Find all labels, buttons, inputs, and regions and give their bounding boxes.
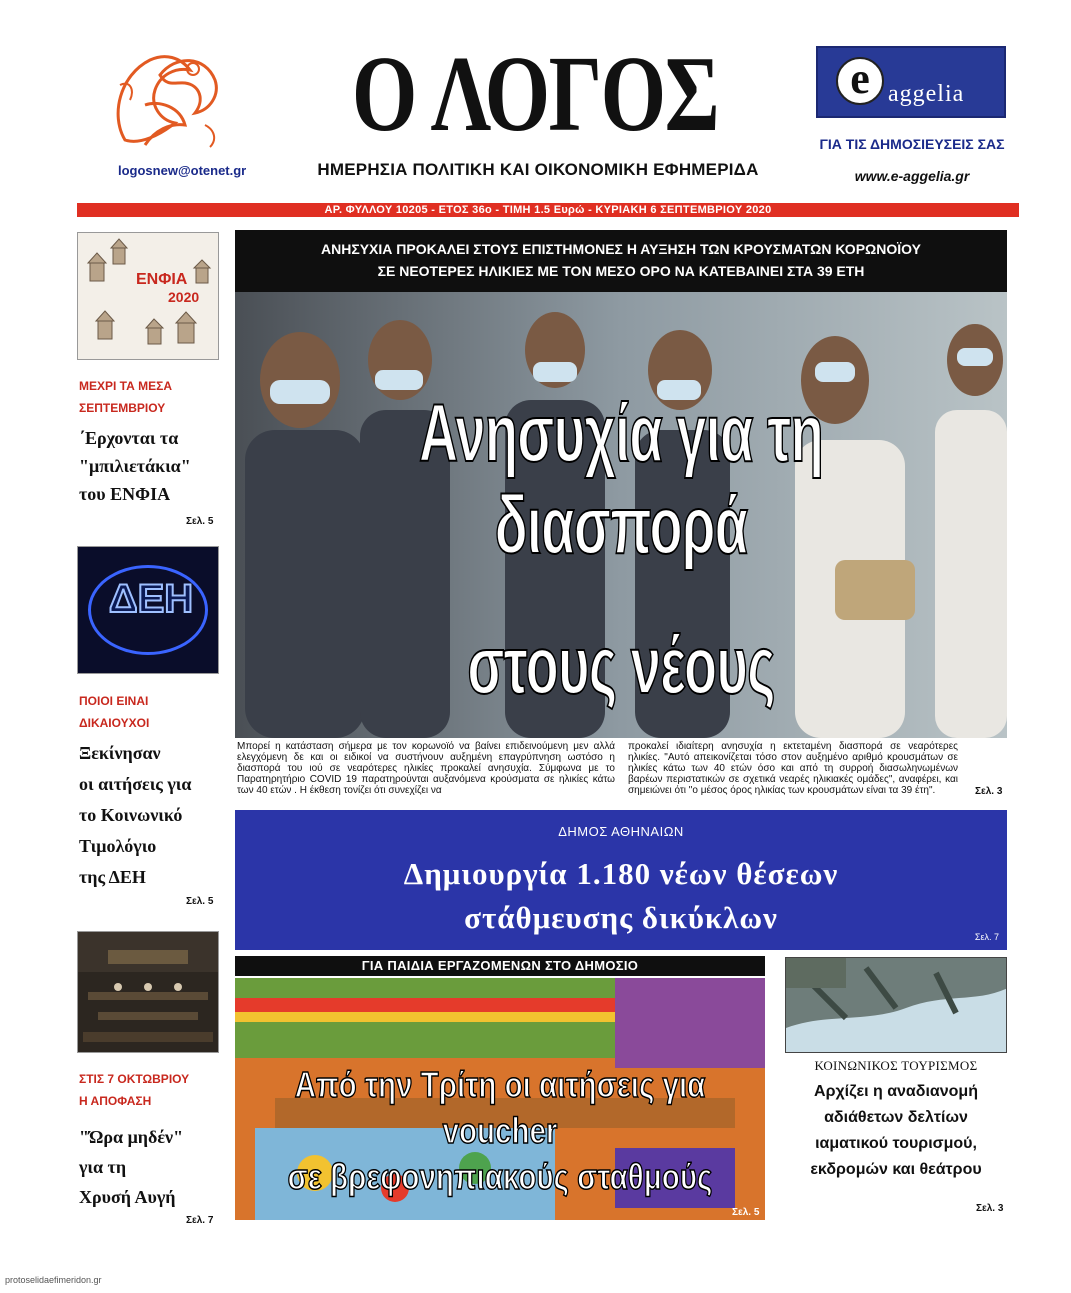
dei-image-label: ΔΕΗ (108, 577, 194, 621)
lead-story-banner (235, 230, 1007, 292)
e-aggelia-ad[interactable] (816, 46, 1006, 118)
e-aggelia-brand: aggelia (888, 81, 965, 107)
headline-line: Ξεκίνησαν (79, 743, 161, 763)
headline-line: ιαματικού τουρισμού, (815, 1135, 977, 1152)
headline-line: Αρχίζει η αναδιανομή (814, 1083, 978, 1100)
kicker-line: ΠΟΙΟΙ ΕΙΝΑΙ (79, 694, 149, 708)
courtroom-illustration (78, 932, 219, 1053)
headline-line: Δημιουργία 1.180 νέων θέσεων (403, 856, 839, 891)
page-ref: Σελ. 5 (732, 1207, 760, 1218)
page-ref: Σελ. 5 (186, 896, 214, 907)
headline-line: οι αιτήσεις για (79, 774, 192, 794)
headline-line: "μπιλιετάκια" (79, 456, 191, 476)
lead-story-body-left: Μπορεί η κατάσταση σήμερα με τον κορωνοϊό να βαίνει επιδεινούμενη μεν αλλά ελεγχόμενη δε και οι ειδικοί να συστήνουν αυξημένη επαγρύπνηση ωστόσο η διασπορά του ιού σε νεαρότερες ηλικίες προκαλεί ανησυχία. Σύμφωνα με το Παρατηρητήριο COVID 19 παρατηρούνται αυξανόμενα κρούσματα σε ηλικίες κάτω των 40 ετών . Η έκθεση τονίζει ότι συνεχίζει να (237, 741, 615, 796)
tourism-headline[interactable] (785, 1079, 1007, 1183)
headline-line: στάθμευσης δικύκλων (464, 900, 778, 935)
headline-line: ΄Ερχονται τα (79, 428, 179, 448)
kicker-line: ΣΕΠΤΕΜΒΡΙΟΥ (79, 401, 166, 415)
e-aggelia-logo-letter: e (836, 57, 884, 105)
source-watermark: protoselidaefimeridon.gr (5, 1275, 102, 1285)
story-kicker (79, 1068, 189, 1112)
headline-line: Από την Τρίτη οι αιτήσεις για voucher (294, 1064, 706, 1151)
banner-line: ΑΝΗΣΥΧΙΑ ΠΡΟΚΑΛΕΙ ΣΤΟΥΣ ΕΠΙΣΤΗΜΟΝΕΣ Η ΑΥΞΗΣΗ ΤΩΝ ΚΡΟΥΣΜΑΤΩΝ ΚΟΡΩΝΟΪΟΥ (320, 241, 921, 257)
page-ref: Σελ. 5 (186, 516, 214, 527)
dei-logo-image[interactable] (77, 546, 219, 674)
lead-story-headline[interactable] (366, 388, 876, 712)
enfia-houses-image[interactable] (77, 232, 219, 360)
ad-url[interactable]: www.e-aggelia.gr (854, 168, 970, 184)
story-headline-dei[interactable] (79, 738, 219, 893)
enfia-image-year: 2020 (168, 289, 200, 305)
contact-email[interactable]: logosnew@otenet.gr (118, 163, 247, 178)
lead-story-body-right: προκαλεί ιδιαίτερη ανησυχία η εκτεταμένη διασπορά σε νεαρότερες ηλικίες. "Αυτό απεικονίζεται τόσο στον αυξημένο αριθμό κρουσμάτων σε ηλικίες κάτω των 40 ετών όσο και από τη συρροή διασωληνωμένων βαρέων περιστατικών σε σχετικά νεαρές ηλικιακές ομάδες", αναφέρει, και σημειώνει ότι "ο μέσος όρος ηλικίας των κρουσμάτων είναι τα 39 έτη". (628, 741, 958, 796)
spring-illustration (786, 958, 1007, 1053)
page-ref: Σελ. 3 (976, 1203, 1004, 1214)
headline-line: της ΔΕΗ (79, 867, 146, 887)
story-headline-enfia[interactable] (79, 424, 219, 508)
headline-line: του ΕΝΦΙΑ (79, 484, 171, 504)
story-kicker (79, 690, 149, 734)
headline-line: Ανησυχία για τη διασπορά (418, 388, 824, 571)
newspaper-subtitle: ΗΜΕΡΗΣΙΑ ΠΟΛΙΤΙΚΗ ΚΑΙ ΟΙΚΟΝΟΜΙΚΗ ΕΦΗΜΕΡΙΔΑ (317, 160, 759, 179)
athens-kicker: ΔΗΜΟΣ ΑΘΗΝΑΙΩΝ (558, 824, 684, 839)
enfia-image-label: ΕΝΦΙΑ (136, 271, 188, 288)
headline-line: Τιμολόγιο (79, 836, 157, 856)
headline-line: σε βρεφονηπιακούς σταθμούς (287, 1156, 713, 1197)
story-headline-golden-dawn[interactable] (79, 1122, 219, 1212)
voucher-banner: ΓΙΑ ΠΑΙΔΙΑ ΕΡΓΑΖΟΜΕΝΩΝ ΣΤΟ ΔΗΜΟΣΙΟ (235, 956, 765, 976)
headline-line: Χρυσή Αυγή (79, 1187, 176, 1207)
headline-line: εκδρομών και θεάτρου (810, 1161, 982, 1178)
newspaper-logo-art (105, 45, 230, 155)
headline-line: για τη (79, 1157, 127, 1177)
issue-info-bar: ΑΡ. ΦΥΛΛΟΥ 10205 - ΕΤΟΣ 36ο - ΤΙΜΗ 1.5 Ευρώ - ΚΥΡΙΑΚΗ 6 ΣΕΠΤΕΜΒΡΙΟΥ 2020 (77, 203, 1019, 217)
kicker-line: ΣΤΙΣ 7 ΟΚΤΩΒΡΙΟΥ (79, 1072, 190, 1086)
headline-line: το Κοινωνικό (79, 805, 183, 825)
athens-parking-story[interactable] (235, 810, 1007, 950)
page-ref: Σελ. 7 (974, 932, 999, 942)
athens-headline (235, 852, 1007, 940)
thermal-spring-image[interactable] (785, 957, 1007, 1053)
kicker-line: ΜΕΧΡΙ ΤΑ ΜΕΣΑ (79, 379, 172, 393)
courtroom-image[interactable] (77, 931, 219, 1053)
headline-line: αδιάθετων δελτίων (824, 1109, 968, 1126)
newspaper-title: Ο ΛΟΓΟΣ (351, 35, 719, 154)
banner-line: ΣΕ ΝΕΟΤΕΡΕΣ ΗΛΙΚΙΕΣ ΜΕ ΤΟΝ ΜΕΣΟ ΟΡΟ ΝΑ ΚΑΤΕΒΑΙΝΕΙ ΣΤΑ 39 ΕΤΗ (377, 263, 865, 279)
headline-line: στους νέους (467, 620, 775, 711)
headline-line: "Ώρα μηδέν" (79, 1127, 184, 1147)
kicker-line: Η ΑΠΟΦΑΣΗ (79, 1094, 152, 1108)
page-ref: Σελ. 7 (186, 1215, 214, 1226)
kicker-line: ΔΙΚΑΙΟΥΧΟΙ (79, 716, 150, 730)
story-kicker (79, 375, 172, 419)
voucher-headline[interactable] (283, 1062, 718, 1200)
ad-tagline: ΓΙΑ ΤΙΣ ΔΗΜΟΣΙΕΥΣΕΙΣ ΣΑΣ (819, 136, 1005, 152)
tourism-kicker: ΚΟΙΝΩΝΙΚΟΣ ΤΟΥΡΙΣΜΟΣ (814, 1058, 978, 1073)
page-ref: Σελ. 3 (975, 786, 1003, 797)
